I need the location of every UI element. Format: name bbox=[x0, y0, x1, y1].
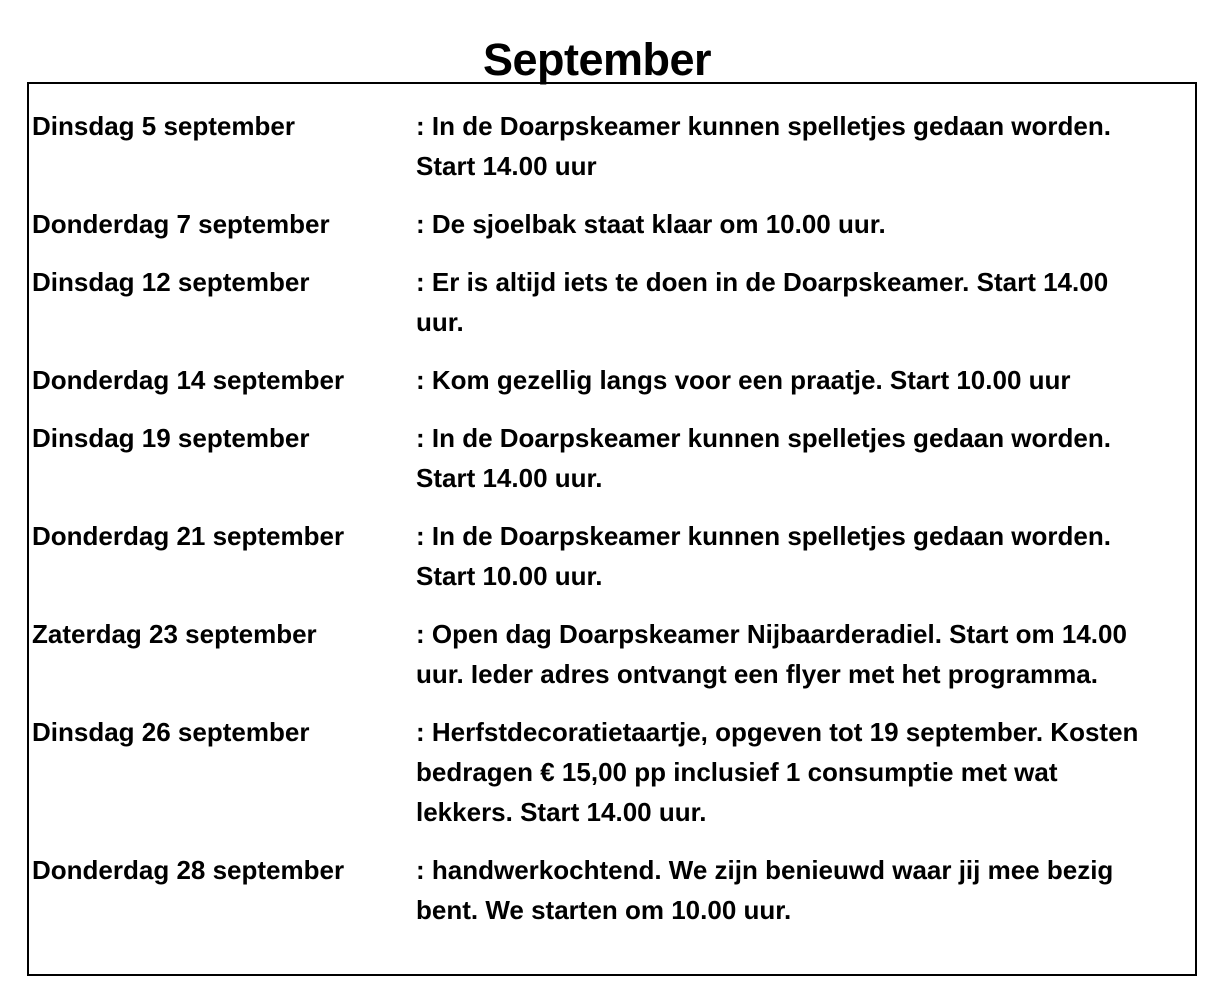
event-description: : In de Doarpskeamer kunnen spelletjes gedaan worden. Start 10.00 uur. bbox=[416, 521, 1111, 591]
event-description: : Kom gezellig langs voor een praatje. Start 10.00 uur bbox=[416, 365, 1071, 395]
event-row bbox=[32, 360, 1192, 400]
event-row bbox=[32, 204, 1192, 244]
event-date: Donderdag 7 september bbox=[32, 209, 330, 239]
event-row bbox=[32, 614, 1192, 694]
event-row bbox=[32, 850, 1192, 930]
event-description: : Er is altijd iets te doen in de Doarpskeamer. Start 14.00 uur. bbox=[416, 267, 1109, 337]
event-description: : In de Doarpskeamer kunnen spelletjes gedaan worden. Start 14.00 uur bbox=[416, 111, 1111, 181]
schedule-box bbox=[27, 82, 1197, 976]
event-description: : Herfstdecoratietaartje, opgeven tot 19 september. Kosten bedragen € 15,00 pp inclusief 1 consumptie met wat lekkers. Start 14.00 uur. bbox=[416, 717, 1139, 827]
event-date: Donderdag 14 september bbox=[32, 365, 345, 395]
event-description: : Open dag Doarpskeamer Nijbaarderadiel. Start om 14.00 uur. Ieder adres ontvangt een flyer met het programma. bbox=[416, 619, 1127, 689]
page-title: September bbox=[482, 34, 712, 86]
event-row bbox=[32, 516, 1192, 596]
event-description: : handwerkochtend. We zijn benieuwd waar jij mee bezig bent. We starten om 10.00 uur. bbox=[416, 855, 1114, 925]
event-date: Dinsdag 19 september bbox=[32, 423, 310, 453]
event-row bbox=[32, 418, 1192, 498]
event-row bbox=[32, 262, 1192, 342]
event-list bbox=[32, 106, 1192, 948]
event-date: Dinsdag 26 september bbox=[32, 717, 310, 747]
event-description: : In de Doarpskeamer kunnen spelletjes gedaan worden. Start 14.00 uur. bbox=[416, 423, 1111, 493]
event-date: Zaterdag 23 september bbox=[32, 619, 317, 649]
event-row bbox=[32, 712, 1192, 832]
event-date: Donderdag 21 september bbox=[32, 521, 345, 551]
event-date: Dinsdag 12 september bbox=[32, 267, 310, 297]
event-row bbox=[32, 106, 1192, 186]
event-date: Donderdag 28 september bbox=[32, 855, 345, 885]
event-description: : De sjoelbak staat klaar om 10.00 uur. bbox=[416, 209, 886, 239]
event-date: Dinsdag 5 september bbox=[32, 111, 295, 141]
